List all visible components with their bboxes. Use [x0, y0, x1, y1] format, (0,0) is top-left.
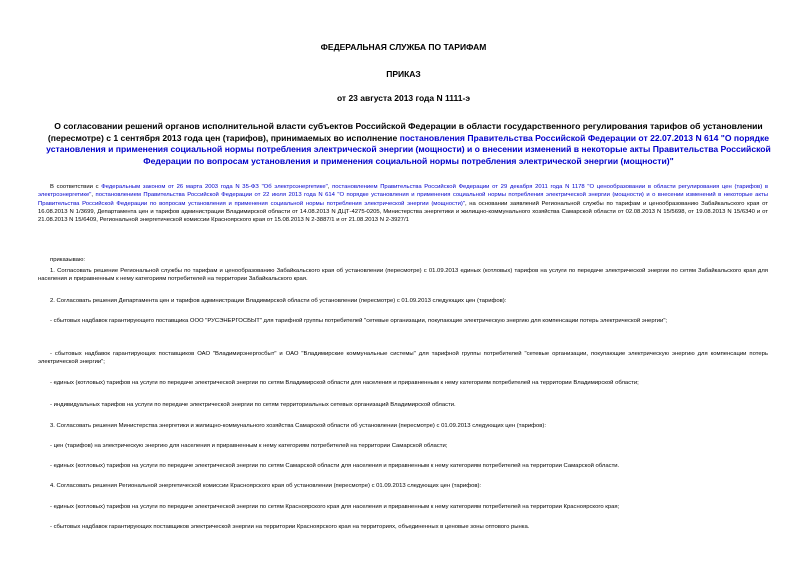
subject-text: О согласовании решений органов исполнительной власти субъектов Российской Федерации в области государственного регулирования тарифов об установлении (пересмотре) с 1 сентября 2013 года цен (тарифов), принимаемых во исполнение: [47, 121, 763, 143]
document-type: ПРИКАЗ: [386, 69, 421, 79]
item-4-sub-2: - сбытовых надбавок гарантирующих поставщиков электрической энергии на территории Красноярского края на территориях, объединенных в ценовые зоны оптового рынка.: [50, 524, 530, 530]
item-2-sub-1: - сбытовых надбавок гарантирующего поставщика ООО "РУСЭНЕРГОСБЫТ" для тарифной группы потребителей "сетевые организации, покупающие электрическую энергию для компенсации потерь электрической энергии";: [50, 318, 668, 324]
document-date-number: от 23 августа 2013 года N 1111-э: [336, 93, 471, 103]
federal-law-link[interactable]: Федеральным законом от 26 марта 2003 года N 35-ФЗ "Об электроэнергетике": [101, 184, 328, 190]
item-3-sub-2: - единых (котловых) тарифов на услуги по передаче электрической энергии по сетям Самарской области для населения и приравненным к нему категориям потребителей на территории Самарской области.: [50, 463, 620, 469]
item-3: 3. Согласовать решения Министерства энергетики и жилищно-коммунального хозяйства Самарской области об установлении (пересмотре) с 01.09.2013 следующих цен (тарифов):: [50, 423, 547, 429]
document-subject: [40, 121, 777, 167]
preamble-text-4: , на основании заявлений Региональной службы по тарифам и ценообразованию Забайкальского края от 16.08.2013 N 1/3699, Департамента цен и тарифов администрации Владимирской области от 14.08.2013 N ДЦТ-4275-0205, Министерства энергетики и жилищно-коммунального хозяйства Самарской области от 02.08.2013 N 15/5698, от 19.08.2013 N 15/6340 и от 21.08.2013 N 15/6409, Региональной энергетической комиссии Красноярского края от 15.08.2013 N 2-3887/1 и от 21.08.2013 N 2-3927/1: [38, 200, 768, 224]
preamble-text-1: В соответствии с: [50, 184, 102, 190]
resolution-614-link[interactable]: постановлением Правительства Российской Федерации от 22 июля 2013 года N 614 "О порядке установления и применения социальной нормы потребления электрической энергии (мощности) и о внесении изменений в некоторые акты Правительства Российской Федерации по вопросам установления и применения социальной нормы потребления электрической энергии (мощности)": [38, 192, 768, 207]
subject-link[interactable]: постановления Правительства Российской Федерации от 22.07.2013 N 614 "О порядке установления и применения социальной нормы потребления электрической энергии (мощности) и о внесении изменений в некоторые акты Правительства Российской Федерации по вопросам установления и применения социальной нормы потребления электрической энергии (мощности)": [46, 132, 771, 166]
agency-title: ФЕДЕРАЛЬНАЯ СЛУЖБА ПО ТАРИФАМ: [320, 42, 487, 52]
item-2-sub-4: - индивидуальных тарифов на услуги по передаче электрической энергии по сетям территориальных сетевых организаций Владимирской области.: [50, 402, 456, 408]
preamble-text-3: ,: [91, 192, 96, 199]
preamble-text-2: ,: [327, 184, 333, 190]
item-2-sub-3: - единых (котловых) тарифов на услуги по передаче электрической энергии по сетям Владимирской области для населения и приравненным к нему категориям потребителей на территории Владимирской области;: [50, 380, 639, 386]
item-1: 1. Согласовать решение Региональной службы по тарифам и ценообразованию Забайкальского края об установлении (пересмотре) с 01.09.2013 единых (котловых) тарифов на услуги по передаче электрической энергии по сетям Забайкальского края для населения и приравненным к нему категориям потребителей на территории Забайкальского края.: [38, 268, 768, 283]
order-word: приказываю:: [50, 257, 86, 263]
item-2: 2. Согласовать решения Департамента цен и тарифов администрации Владимирской области об установлении (пересмотре) с 01.09.2013 следующих цен (тарифов):: [50, 298, 507, 304]
preamble-paragraph: [38, 183, 768, 224]
item-3-sub-1: - цен (тарифов) на электрическую энергию для населения и приравненным к нему категориям потребителей на территории Самарской области;: [50, 443, 448, 449]
item-4-sub-1: - единых (котловых) тарифов на услуги по передаче электрической энергии по сетям Красноярского края для населения и приравненным к нему категориям потребителей на территории Красноярского края;: [50, 504, 620, 510]
resolution-1178-link[interactable]: постановлением Правительства Российской Федерации от 29 декабря 2011 года N 1178 "О ценообразовании в области регулирования цен (тарифов) в электроэнергетике": [38, 184, 768, 199]
item-2-sub-2: - сбытовых надбавок гарантирующих поставщиков ОАО "Владимирэнергосбыт" и ОАО "Владимирские коммунальные системы" для тарифной группы потребителей "сетевые организации, покупающие электрическую энергию для компенсации потерь электрической энергии";: [38, 351, 768, 366]
item-4: 4. Согласовать решения Региональной энергетической комиссии Красноярского края об установлении (пересмотре) с 01.09.2013 следующих цен (тарифов):: [50, 483, 482, 489]
